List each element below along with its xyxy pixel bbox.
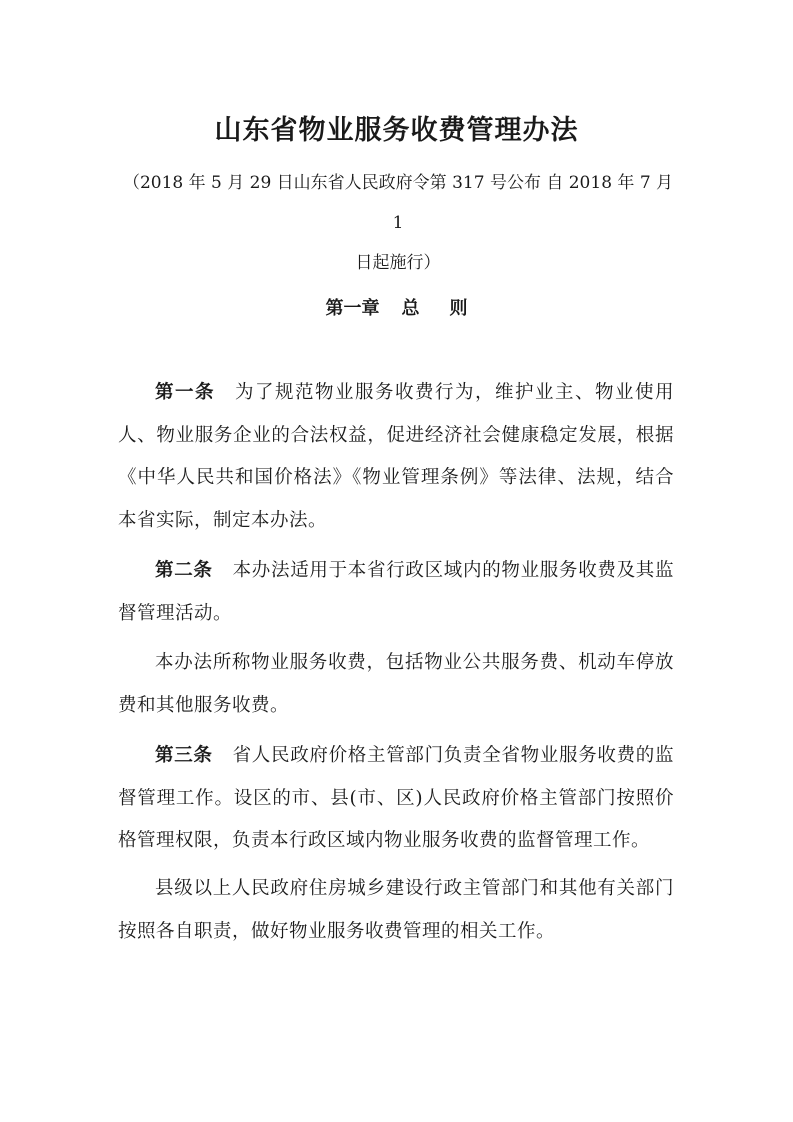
article-2-paragraph-2: 本办法所称物业服务收费，包括物业公共服务费、机动车停放费和其他服务收费。 [118,652,674,716]
article-3 [118,735,674,863]
article-2 [118,550,674,635]
article-1 [118,372,674,542]
article-1-text: 为了规范物业服务收费行为，维护业主、物业使用人、物业服务企业的合法权益，促进经济社会健康稳定发展，根据《中华人民共和国价格法》《物业管理条例》等法律、法规，结合本省实际，制定本办法。 [118,382,674,531]
chapter-number: 第一章 [325,298,380,319]
chapter-name-part-1: 总 [401,298,420,319]
chapter-name-part-2: 则 [449,298,468,319]
article-2-text: 本办法适用于本省行政区域内的物业服务收费及其监督管理活动。 [118,560,674,624]
article-3-number: 第三条 [155,745,213,766]
article-3-text: 省人民政府价格主管部门负责全省物业服务收费的监督管理工作。设区的市、县(市、区)人民政府价格主管部门按照价格管理权限，负责本行政区域内物业服务收费的监督管理工作。 [118,745,674,851]
article-2-number: 第二条 [155,560,213,581]
promulgation-line-1: （2018 年 5 月 29 日山东省人民政府令第 317 号公布 自 2018 年 7 月 1 [122,173,674,233]
chapter-heading [0,294,793,320]
promulgation-line-2: 日起施行） [355,253,441,273]
document-title: 山东省物业服务收费管理办法 [214,115,579,146]
promulgation-note [118,163,678,283]
article-3-paragraph-2: 县级以上人民政府住房城乡建设行政主管部门和其他有关部门按照各自职责，做好物业服务收费管理的相关工作。 [118,878,674,942]
article-1-number: 第一条 [155,382,215,403]
